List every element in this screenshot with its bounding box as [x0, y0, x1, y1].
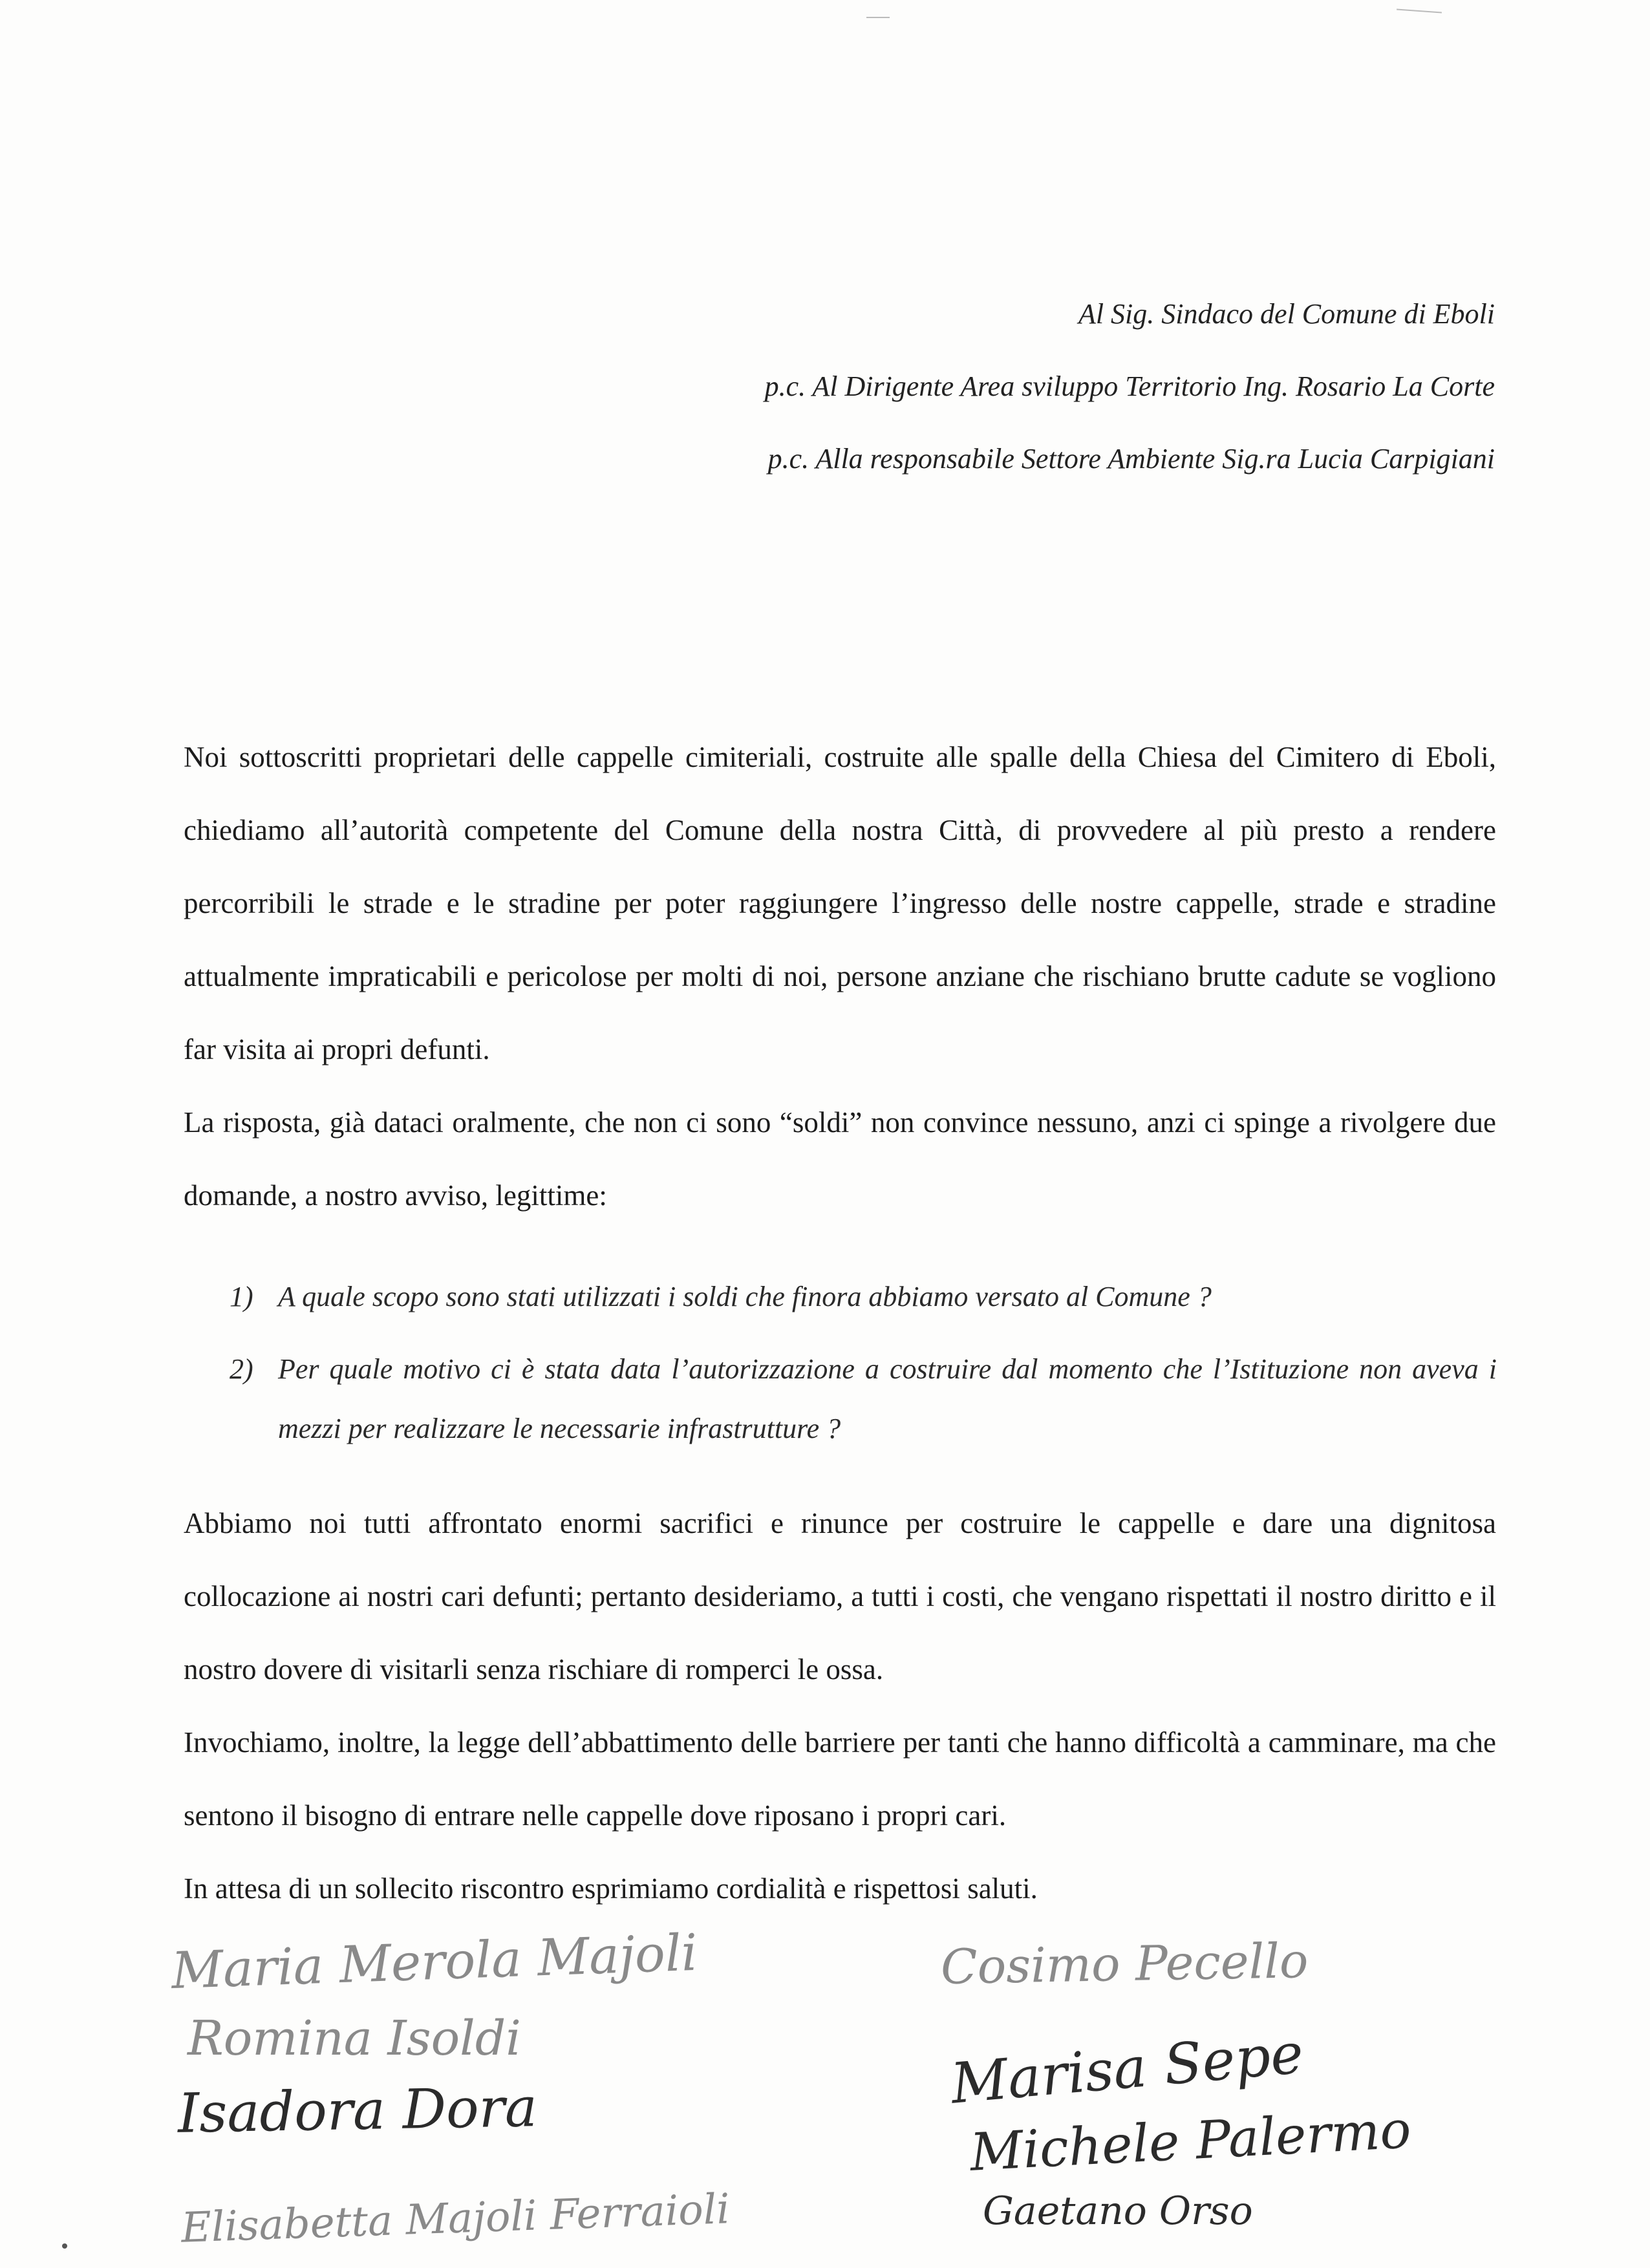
scan-mark	[62, 2243, 67, 2249]
signature: Michele Palermo	[969, 2099, 1413, 2183]
letter-body	[184, 721, 1496, 1232]
question-text: Per quale motivo ci è stata data l’autorizzazione a costruire dal momento che l’Istituzione non aveva i mezzi per realizzare le necessarie infrastrutture ?	[278, 1353, 1497, 1444]
paragraph: Noi sottoscritti proprietari delle cappelle cimiteriali, costruite alle spalle della Chiesa del Cimitero di Eboli, chiediamo all’autorità competente del Comune della nostra Città, di provvedere al più presto a rendere percorribili le strade e le stradine per poter raggiungere l’ingresso delle nostre cappelle, strade e stradine attualmente impraticabili e pericolose per molti di noi, persone anziane che rischiano brutte cadute se vogliono far visita ai propri defunti.	[184, 741, 1496, 1065]
recipients-block	[765, 278, 1495, 495]
question-item	[230, 1340, 1497, 1459]
question-number: 2)	[230, 1353, 253, 1385]
question-item	[230, 1267, 1497, 1327]
scan-mark	[866, 17, 890, 18]
paragraph: Invochiamo, inoltre, la legge dell’abbattimento delle barriere per tanti che hanno difficoltà a camminare, ma che sentono il bisogno di entrare nelle cappelle dove riposano i propri cari.	[184, 1726, 1496, 1832]
scan-mark	[1397, 9, 1442, 14]
signature: Cosimo Pecello	[940, 1933, 1309, 1995]
recipient-line: Al Sig. Sindaco del Comune di Eboli	[1078, 298, 1495, 330]
paragraph: Abbiamo noi tutti affrontato enormi sacrifici e rinunce per costruire le cappelle e dare una dignitosa collocazione ai nostri cari defunti; pertanto desideriamo, a tutti i costi, che vengano rispettati il nostro diritto e il nostro dovere di visitarli senza rischiare di romperci le ossa.	[184, 1507, 1496, 1685]
signature: Isadora Dora	[177, 2075, 538, 2145]
signature: Elisabetta Majoli Ferraioli	[180, 2185, 731, 2252]
recipient-line: p.c. Alla responsabile Settore Ambiente Sig.ra Lucia Carpigiani	[767, 443, 1495, 475]
signature: Gaetano Orso	[983, 2188, 1253, 2234]
recipient-line: p.c. Al Dirigente Area sviluppo Territorio Ing. Rosario La Corte	[764, 370, 1495, 402]
signature: Marisa Sepe	[948, 2021, 1306, 2117]
question-number: 1)	[230, 1281, 253, 1312]
question-list	[230, 1267, 1497, 1471]
paragraph: La risposta, già dataci oralmente, che non ci sono “soldi” non convince nessuno, anzi ci spinge a rivolgere due domande, a nostro avviso, legittime:	[184, 1106, 1496, 1212]
letter-body-continued	[184, 1487, 1496, 1925]
signature: Romina Isoldi	[188, 2011, 521, 2066]
signature: Maria Merola Majoli	[170, 1923, 699, 2001]
question-text: A quale scopo sono stati utilizzati i soldi che finora abbiamo versato al Comune ?	[278, 1281, 1212, 1312]
paragraph: In attesa di un sollecito riscontro esprimiamo cordialità e rispettosi saluti.	[184, 1872, 1038, 1905]
